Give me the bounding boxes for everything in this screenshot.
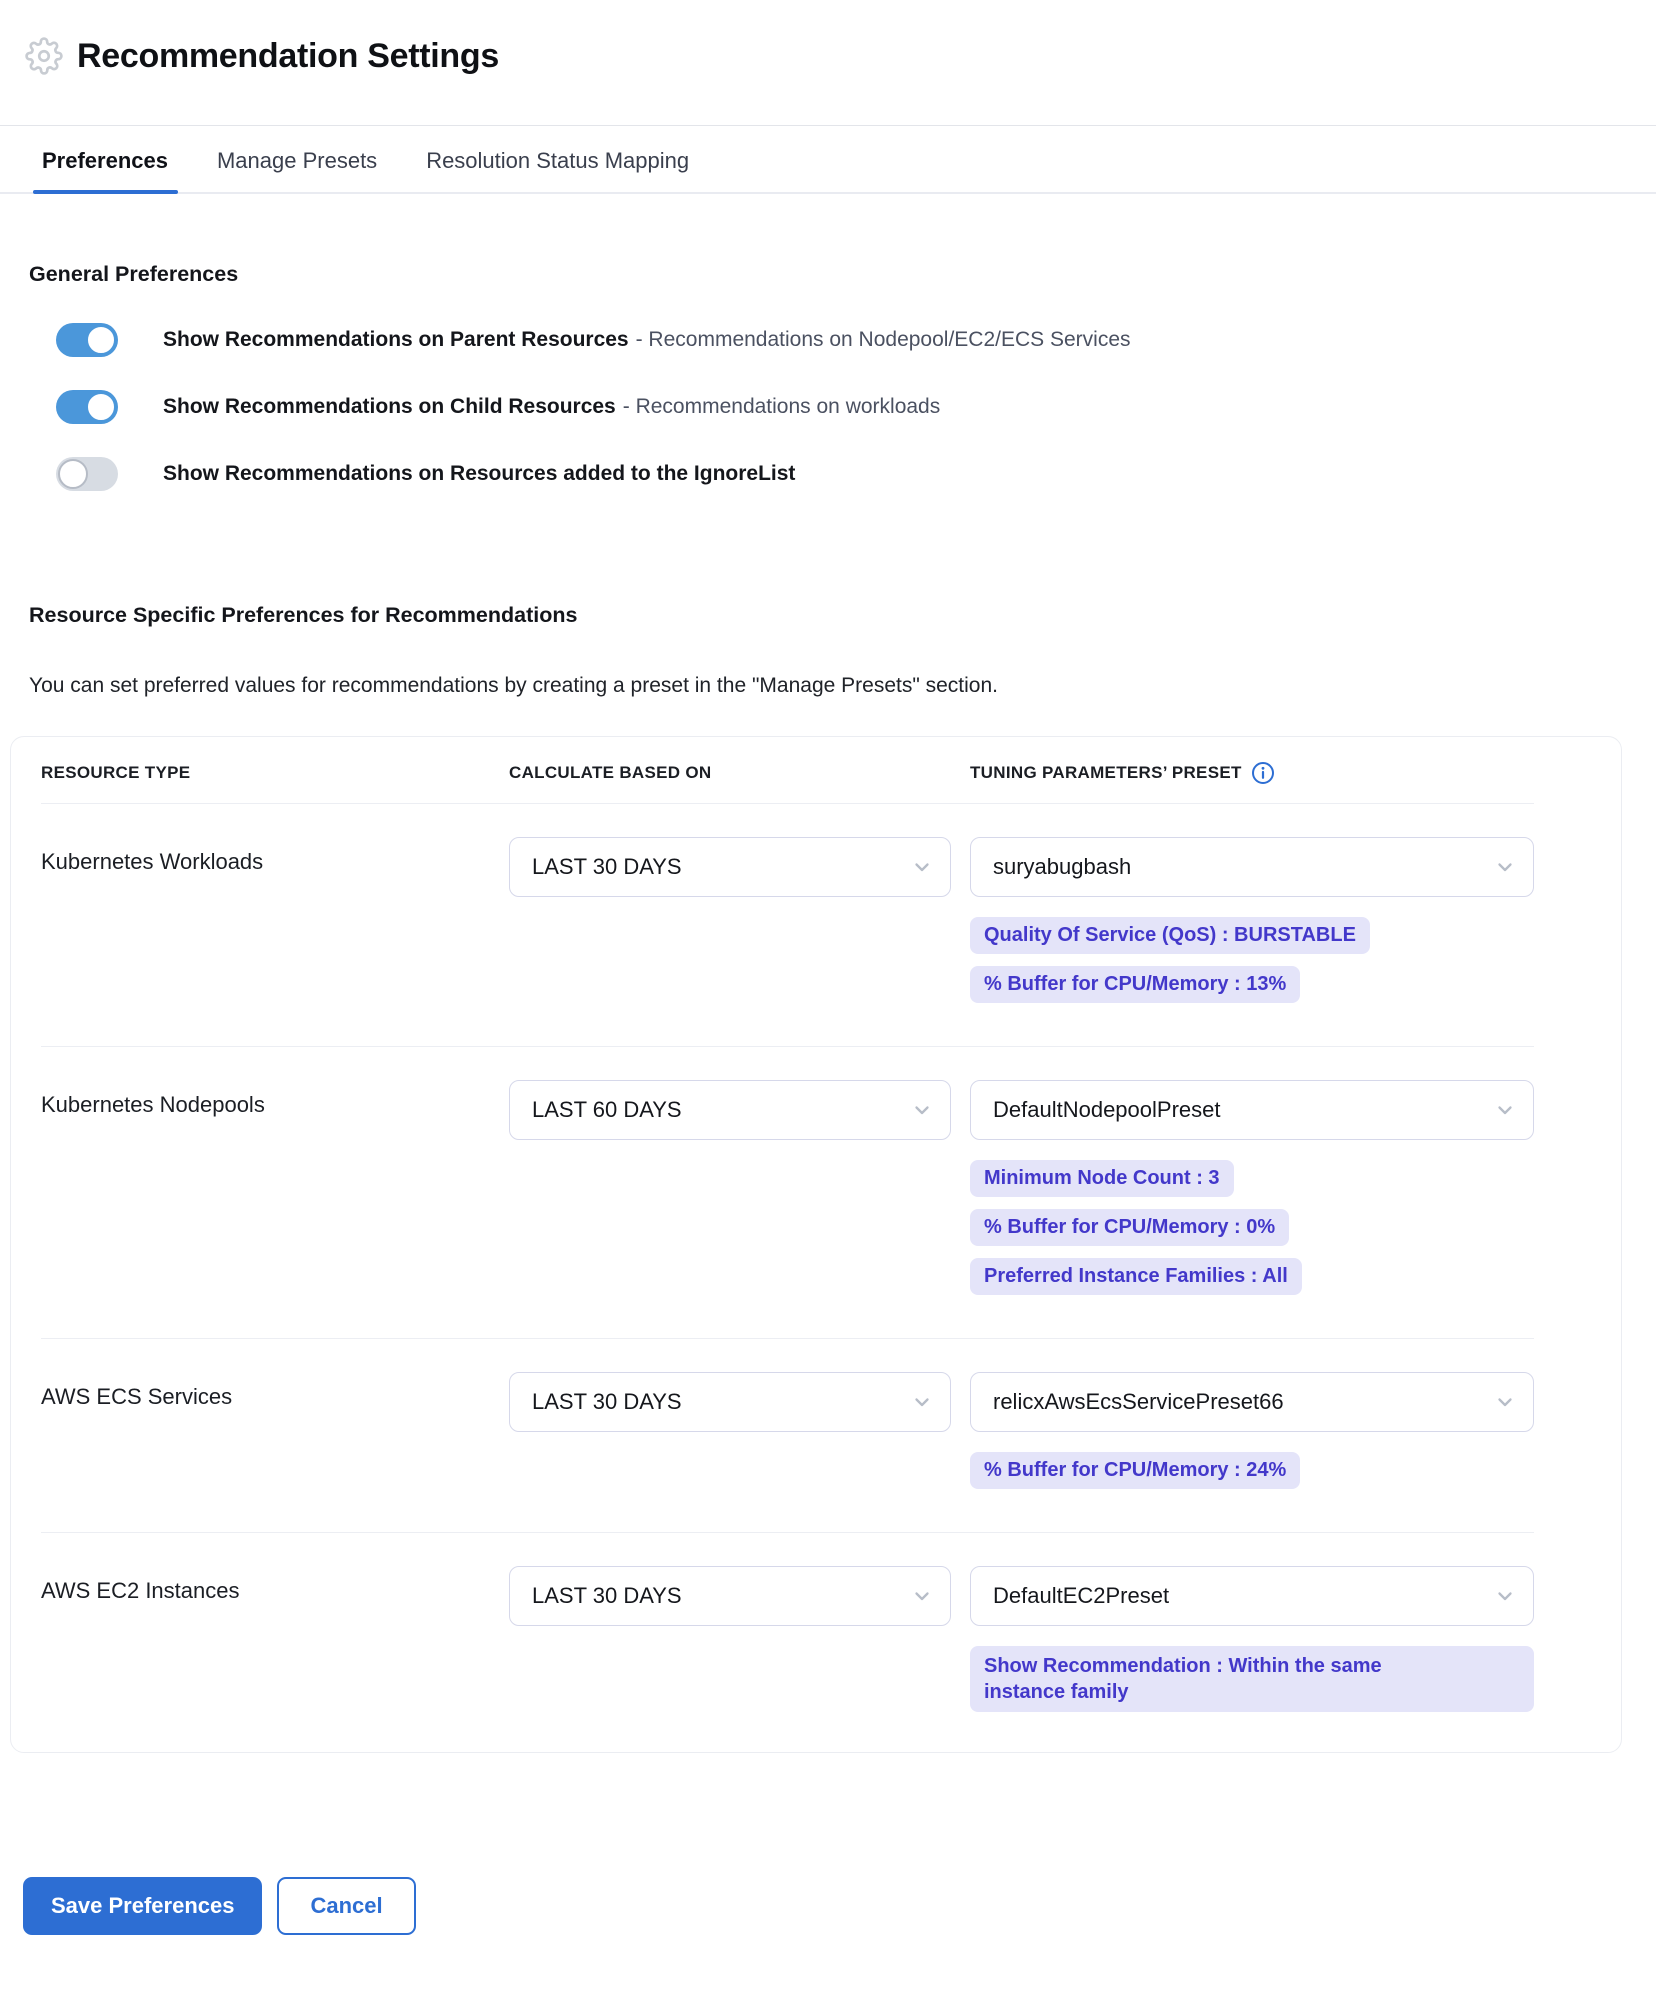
toggle-label: Show Recommendations on Parent Resources (163, 328, 629, 351)
preset-select[interactable] (970, 1372, 1534, 1432)
preset-tag: % Buffer for CPU/Memory : 13% (970, 966, 1300, 1003)
resource-preferences-table (10, 736, 1622, 1753)
preset-tag: % Buffer for CPU/Memory : 0% (970, 1209, 1289, 1246)
page-title: Recommendation Settings (77, 36, 499, 75)
preset-tags (970, 1646, 1534, 1712)
chevron-down-icon (1493, 1390, 1517, 1414)
preset-tag: % Buffer for CPU/Memory : 24% (970, 1452, 1300, 1489)
toggle-text (163, 461, 795, 487)
general-preferences-heading: General Preferences (29, 262, 239, 286)
toggle-row-child-resources (56, 390, 1656, 424)
select-value: DefaultNodepoolPreset (993, 1097, 1221, 1122)
tab-resolution-status-mapping-label: Resolution Status Mapping (426, 148, 690, 173)
tab-preferences[interactable] (42, 126, 168, 192)
calculate-based-on-select[interactable] (509, 1080, 951, 1140)
cancel-button[interactable]: Cancel (277, 1877, 415, 1935)
toggle-description: - Recommendations on Nodepool/EC2/ECS Services (635, 328, 1131, 351)
resource-type-label: Kubernetes Nodepools (41, 1092, 265, 1117)
tuning-preset-cell (970, 1566, 1534, 1712)
chevron-down-icon (910, 1584, 934, 1608)
select-value: relicxAwsEcsServicePreset66 (993, 1389, 1284, 1414)
resource-type-label: AWS ECS Services (41, 1384, 233, 1409)
chevron-down-icon (1493, 1098, 1517, 1122)
parent-resources-toggle[interactable] (56, 323, 118, 357)
column-header-tuning-preset-label: TUNING PARAMETERS’ PRESET (970, 763, 1242, 782)
calculate-based-on-cell (509, 1080, 970, 1295)
general-preferences-toggles (56, 323, 1656, 491)
select-value: LAST 30 DAYS (532, 1583, 682, 1608)
toggle-label: Show Recommendations on Resources added to the IgnoreList (163, 462, 796, 485)
footer-actions (23, 1877, 1656, 1935)
calculate-based-on-cell (509, 837, 970, 1003)
chevron-down-icon (910, 1390, 934, 1414)
preset-tags (970, 1160, 1534, 1295)
resource-preferences-description: You can set preferred values for recommendations by creating a preset in the "Manage Presets" section. (29, 674, 998, 697)
preset-tag (970, 1646, 1534, 1712)
resource-type-label: Kubernetes Workloads (41, 849, 264, 874)
column-header-tuning-preset (970, 761, 1534, 785)
calculate-based-on-select[interactable] (509, 1372, 951, 1432)
preset-tags (970, 1452, 1534, 1489)
chevron-down-icon (910, 855, 934, 879)
tab-resolution-status-mapping[interactable] (426, 126, 689, 192)
tab-manage-presets-label: Manage Presets (216, 148, 378, 173)
table-row-aws-ec2-instances (41, 1533, 1534, 1752)
select-value: LAST 30 DAYS (532, 854, 682, 879)
table-row-kubernetes-nodepools (41, 1047, 1534, 1339)
tuning-preset-cell (970, 1080, 1534, 1295)
tab-manage-presets[interactable] (217, 126, 377, 192)
preset-tag: Preferred Instance Families : All (970, 1258, 1302, 1295)
toggle-knob (86, 325, 116, 355)
select-value: LAST 60 DAYS (532, 1097, 682, 1122)
toggle-knob (86, 392, 116, 422)
chevron-down-icon (1493, 1584, 1517, 1608)
preset-tag: Minimum Node Count : 3 (970, 1160, 1234, 1197)
save-preferences-button[interactable]: Save Preferences (23, 1877, 262, 1935)
preset-tags (970, 917, 1534, 1003)
calculate-based-on-select[interactable] (509, 1566, 951, 1626)
page-header (25, 30, 1631, 82)
tab-bar (0, 125, 1656, 194)
preset-select[interactable] (970, 837, 1534, 897)
select-value: suryabugbash (993, 854, 1132, 879)
preset-select[interactable] (970, 1566, 1534, 1626)
chevron-down-icon (910, 1098, 934, 1122)
resource-type-label: AWS EC2 Instances (41, 1578, 240, 1603)
toggle-description: - Recommendations on workloads (622, 395, 941, 418)
table-row-kubernetes-workloads (41, 804, 1534, 1047)
column-header-calculate-based-on: CALCULATE BASED ON (509, 763, 712, 782)
preset-tag: Quality Of Service (QoS) : BURSTABLE (970, 917, 1370, 954)
recommendation-settings-page (0, 30, 1656, 1935)
toggle-row-ignorelist-resources (56, 457, 1656, 491)
gear-icon (25, 37, 63, 75)
preset-select[interactable] (970, 1080, 1534, 1140)
calculate-based-on-cell (509, 1372, 970, 1489)
preset-tag-text: Show Recommendation : Within the same instance family (984, 1655, 1382, 1703)
info-icon[interactable] (1251, 761, 1275, 785)
column-header-resource-type: RESOURCE TYPE (41, 763, 191, 782)
toggle-row-parent-resources (56, 323, 1656, 357)
select-value: LAST 30 DAYS (532, 1389, 682, 1414)
child-resources-toggle[interactable] (56, 390, 118, 424)
tab-preferences-label: Preferences (42, 148, 168, 173)
calculate-based-on-cell (509, 1566, 970, 1712)
toggle-knob (58, 459, 88, 489)
tuning-preset-cell (970, 1372, 1534, 1489)
toggle-label: Show Recommendations on Child Resources (163, 395, 616, 418)
toggle-text (163, 394, 940, 420)
resource-preferences-heading: Resource Specific Preferences for Recommendations (29, 603, 578, 627)
select-value: DefaultEC2Preset (993, 1583, 1170, 1608)
tuning-preset-cell (970, 837, 1534, 1003)
ignorelist-resources-toggle[interactable] (56, 457, 118, 491)
calculate-based-on-select[interactable] (509, 837, 951, 897)
table-header-row (41, 737, 1534, 804)
table-row-aws-ecs-services (41, 1339, 1534, 1533)
toggle-text (163, 327, 1131, 353)
chevron-down-icon (1493, 855, 1517, 879)
